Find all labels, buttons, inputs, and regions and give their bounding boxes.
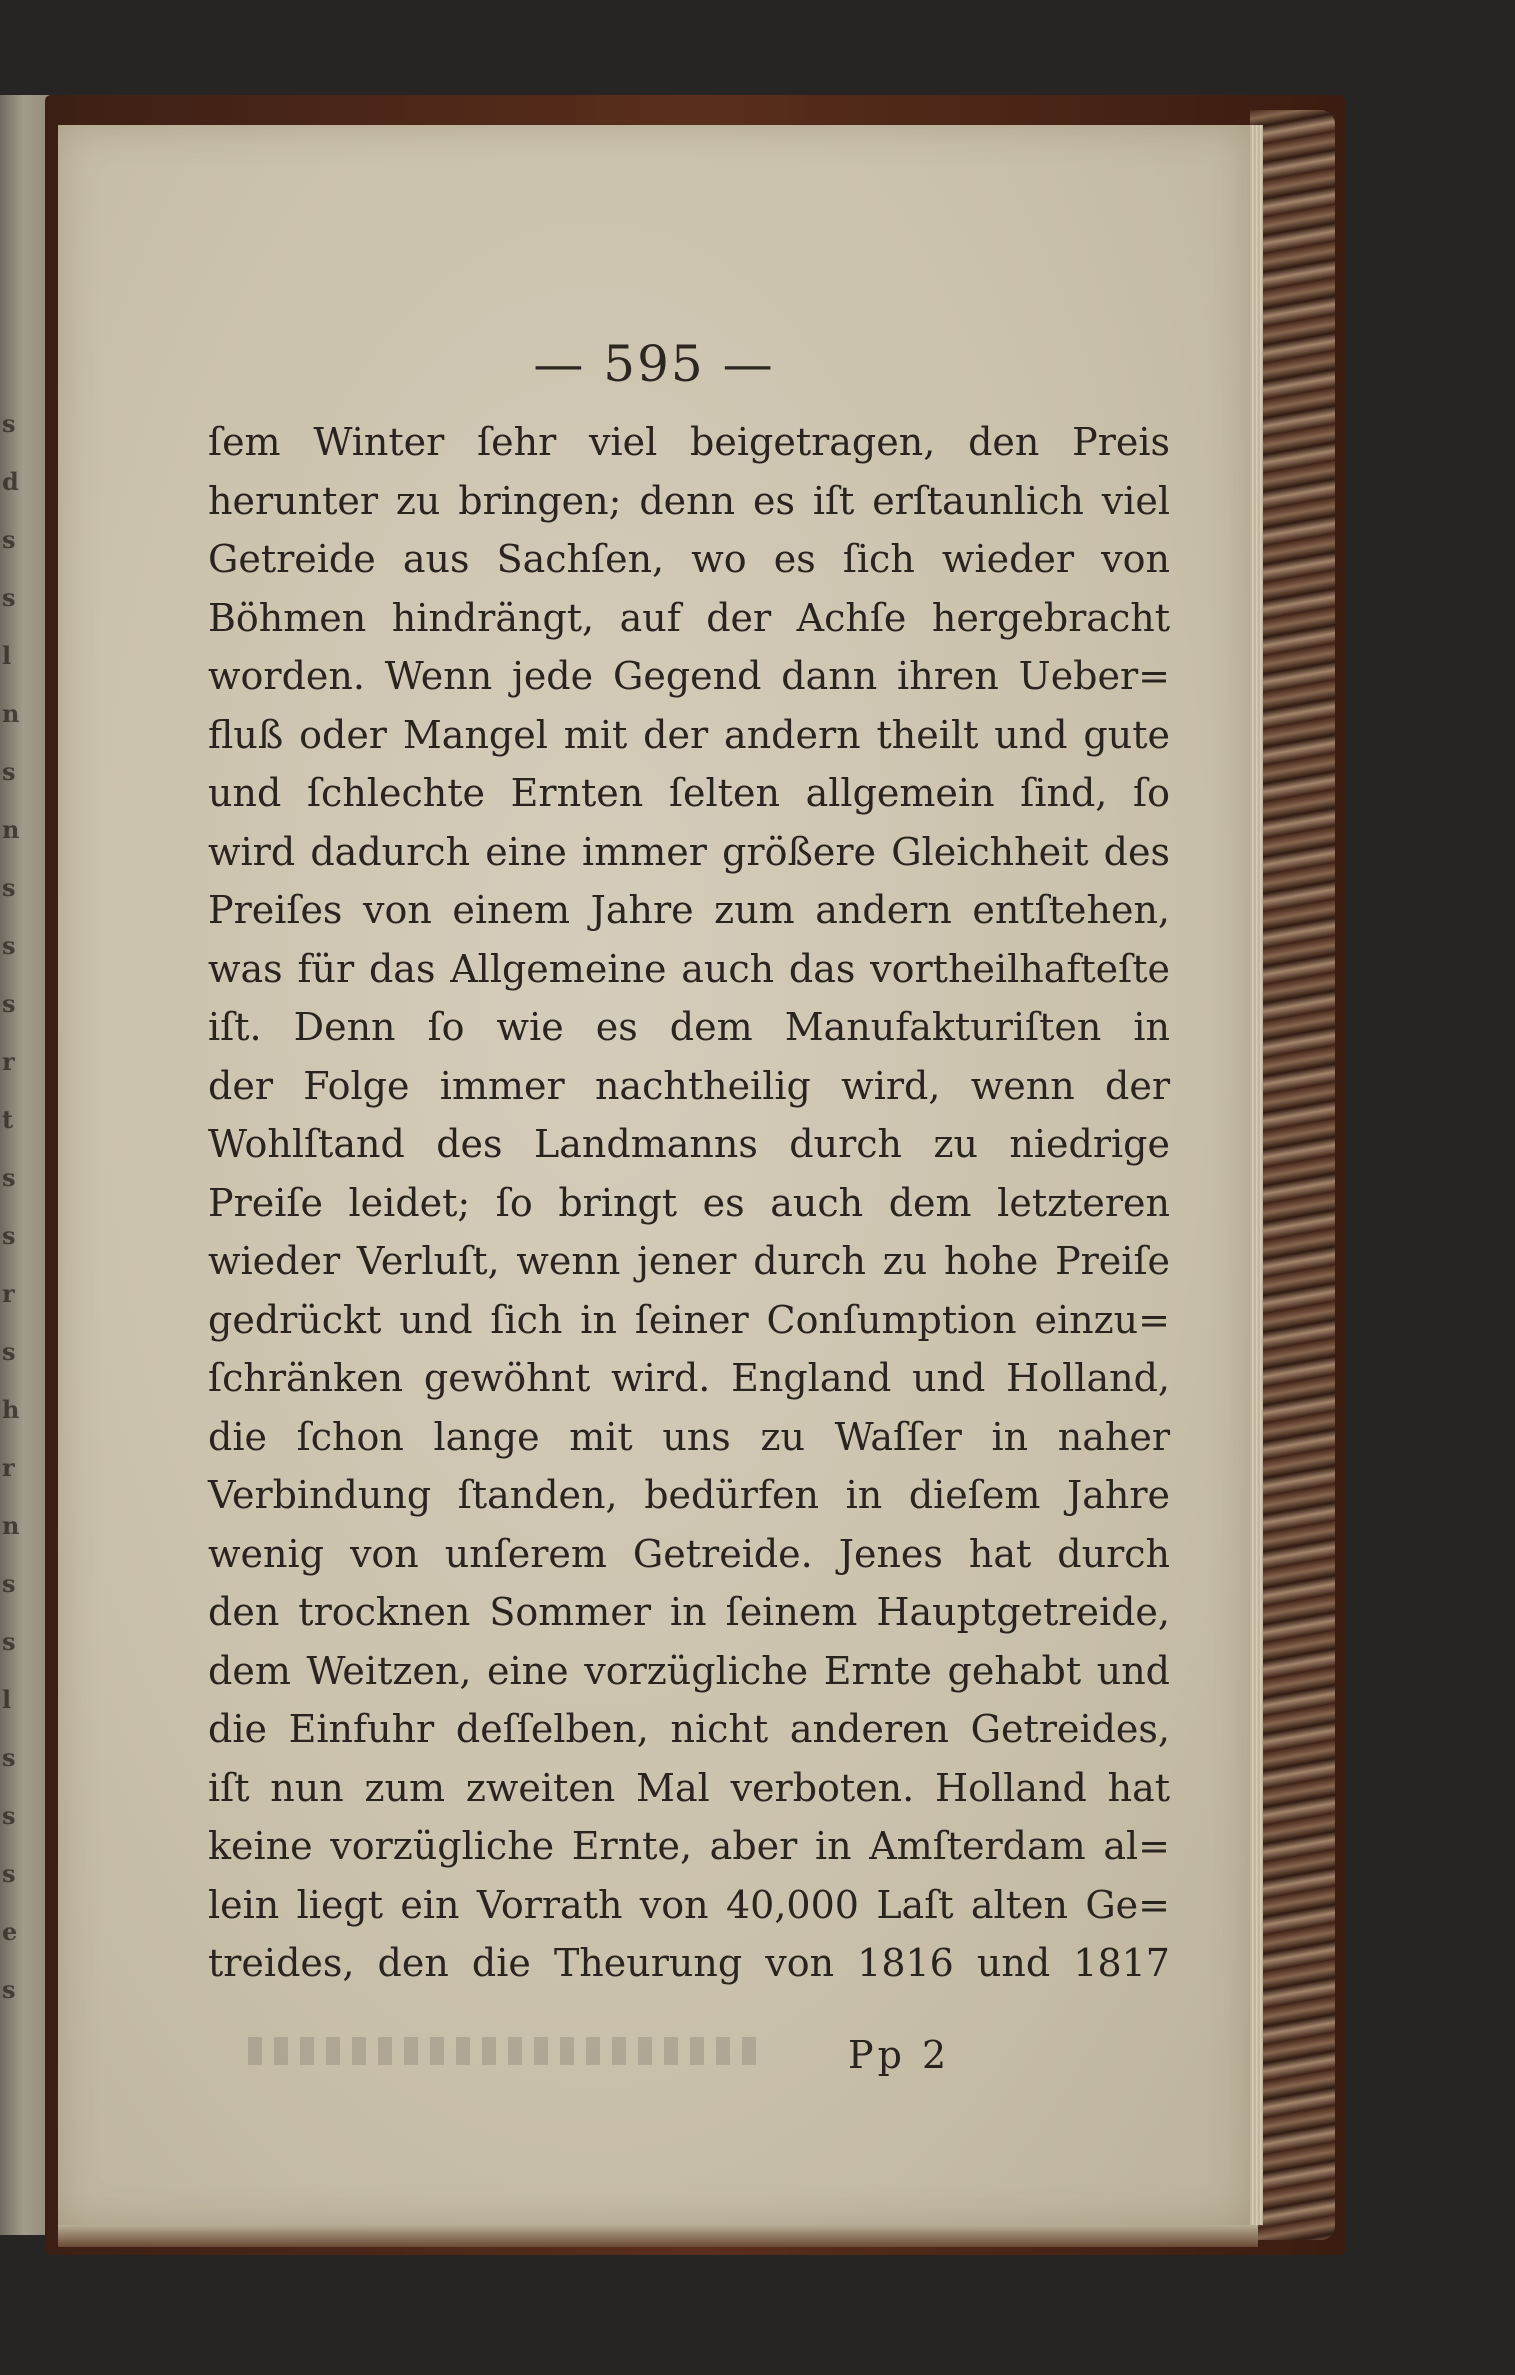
left-edge-mark: s bbox=[2, 1337, 16, 1366]
text-line: ſchränken gewöhnt wird. England und Holland, bbox=[208, 1356, 1170, 1400]
left-edge-mark: s bbox=[2, 1221, 16, 1250]
text-line: iſt. Denn ſo wie es dem Manufakturiſten in bbox=[208, 1005, 1170, 1049]
left-edge-mark: s bbox=[2, 583, 16, 612]
left-edge-mark: e bbox=[2, 1917, 18, 1946]
bleed-through-text bbox=[248, 2037, 768, 2065]
left-edge-mark: s bbox=[2, 1859, 16, 1888]
left-edge-mark: s bbox=[2, 1627, 16, 1656]
text-line: Böhmen hindrängt, auf der Achſe hergebracht bbox=[208, 595, 1170, 640]
book-page bbox=[58, 125, 1250, 2225]
left-edge-mark: s bbox=[2, 1975, 16, 2004]
left-edge-mark: h bbox=[2, 1395, 20, 1424]
left-page-text-fragments bbox=[2, 395, 22, 2019]
text-line: ſem Winter ſehr viel beigetragen, den Preis bbox=[208, 420, 1170, 464]
text-line: wenig von unſerem Getreide. Jenes hat durch bbox=[208, 1531, 1170, 1576]
text-line: Preiſes von einem Jahre zum andern entſtehen, bbox=[208, 888, 1170, 932]
text-line: lein liegt ein Vorrath von 40,000 Laſt alten Ge= bbox=[208, 1882, 1170, 1927]
left-edge-mark: s bbox=[2, 757, 16, 786]
left-edge-mark: s bbox=[2, 989, 16, 1018]
text-line: wird dadurch eine immer größere Gleichheit des bbox=[208, 829, 1170, 874]
left-edge-mark: s bbox=[2, 1743, 16, 1772]
left-edge-mark: s bbox=[2, 525, 16, 554]
text-line: die Einfuhr deſſelben, nicht anderen Getreides, bbox=[208, 1707, 1170, 1751]
text-line: der Folge immer nachtheilig wird, wenn der bbox=[208, 1063, 1170, 1108]
left-edge-mark: l bbox=[2, 1685, 12, 1714]
text-line: fluß oder Mangel mit der andern theilt und gute bbox=[208, 712, 1170, 757]
text-line: Getreide aus Sachſen, wo es ſich wieder von bbox=[208, 537, 1170, 581]
text-line: die ſchon lange mit uns zu Waſſer in naher bbox=[208, 1414, 1170, 1459]
text-line: gedrückt und ſich in ſeiner Conſumption einzu= bbox=[208, 1297, 1170, 1342]
left-edge-mark: s bbox=[2, 1801, 16, 1830]
page-number: — 595 — bbox=[533, 335, 775, 393]
left-edge-mark: t bbox=[2, 1105, 14, 1134]
left-edge-mark: n bbox=[2, 1511, 20, 1540]
text-line: was für das Allgemeine auch das vortheilhafteſte bbox=[208, 946, 1170, 991]
text-line: dem Weitzen, eine vorzügliche Ernte gehabt und bbox=[208, 1648, 1170, 1693]
text-line: und ſchlechte Ernten ſelten allgemein ſind, ſo bbox=[208, 771, 1170, 815]
text-line: wieder Verluſt, wenn jener durch zu hohe Preiſe bbox=[208, 1239, 1170, 1283]
left-edge-mark: n bbox=[2, 699, 20, 728]
text-line: Preiſe leidet; ſo bringt es auch dem letzteren bbox=[208, 1180, 1170, 1225]
text-line: treides, den die Theurung von 1816 und 1817 bbox=[208, 1941, 1170, 1985]
left-edge-mark: r bbox=[2, 1047, 15, 1076]
text-line: herunter zu bringen; denn es iſt erſtaunlich viel bbox=[208, 478, 1170, 523]
left-edge-mark: s bbox=[2, 873, 16, 902]
text-line: Verbindung ſtanden, bedürfen in dieſem Jahre bbox=[208, 1473, 1170, 1517]
left-edge-mark: r bbox=[2, 1453, 15, 1482]
left-edge-mark: s bbox=[2, 1569, 16, 1598]
body-text bbox=[208, 413, 1170, 1993]
text-line: worden. Wenn jede Gegend dann ihren Ueber= bbox=[208, 654, 1170, 698]
page-footer bbox=[208, 2025, 1170, 2085]
left-edge-mark: s bbox=[2, 931, 16, 960]
page-bottom-edge bbox=[58, 2225, 1258, 2247]
text-line: iſt nun zum zweiten Mal verboten. Holland hat bbox=[208, 1765, 1170, 1810]
left-edge-mark: r bbox=[2, 1279, 15, 1308]
left-edge-mark: l bbox=[2, 641, 12, 670]
left-edge-mark: s bbox=[2, 1163, 16, 1192]
text-line: Wohlſtand des Landmanns durch zu niedrige bbox=[208, 1122, 1170, 1166]
left-edge-mark: d bbox=[2, 467, 19, 496]
text-line: keine vorzügliche Ernte, aber in Amſterdam al= bbox=[208, 1824, 1170, 1868]
signature-mark: Pp 2 bbox=[848, 2033, 951, 2077]
left-edge-mark: s bbox=[2, 409, 16, 438]
text-line: den trocknen Sommer in ſeinem Hauptgetreide, bbox=[208, 1590, 1170, 1634]
left-edge-mark: n bbox=[2, 815, 20, 844]
